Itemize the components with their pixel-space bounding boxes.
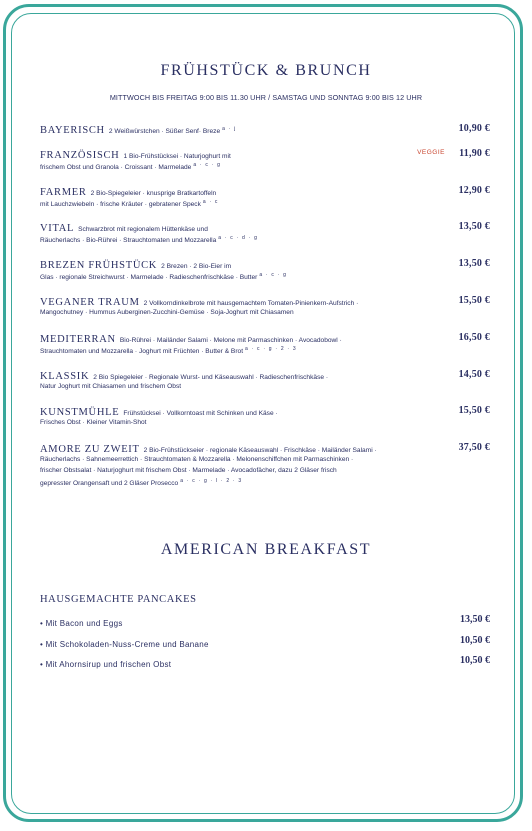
item-desc-cont: gepresster Orangensaft und 2 Gläser Prosecco [40, 480, 179, 487]
brunch-title: FRÜHSTÜCK & BRUNCH [160, 62, 372, 79]
item-name: KUNSTMÜHLE [40, 407, 120, 418]
pancake-price: 13,50 € [460, 614, 490, 625]
allergen-codes: a · c · g [193, 162, 222, 168]
allergen-codes: a · c · g · 2 · 3 [245, 346, 297, 352]
item-price: 15,50 € [458, 295, 490, 306]
pancake-price: 10,50 € [460, 635, 490, 646]
item-desc: 2 Vollkorndinkelbrote mit hausgemachtem Tomaten-Pinienkern-Aufstrich · [143, 300, 359, 307]
item-name: BAYERISCH [40, 125, 105, 136]
item-desc-cont: Natur Joghurt mit Chiasamen und frischem Obst [40, 383, 182, 390]
item-price: 16,50 € [458, 332, 490, 343]
item-desc-cont: frischem Obst und Granola · Croissant · Marmelade [40, 164, 192, 171]
item-price: 10,90 € [458, 123, 490, 134]
item-desc-cont: frischer Obstsalat · Naturjoghurt mit frischem Obst · Marmelade · Avocadofächer, dazu 2 Gläser frisch [40, 467, 337, 474]
item-desc: 1 Bio-Frühstücksei · Naturjoghurt mit [123, 153, 231, 160]
item-desc: 2 Brezen · 2 Bio-Eier im [161, 263, 232, 270]
menu-item-brezen-fruehstueck [40, 258, 490, 283]
item-desc: 2 Weißwürstchen · Süßer Senf· Breze [108, 128, 221, 135]
item-desc: Frühstücksei · Vollkorntoast mit Schinken und Käse · [123, 410, 278, 417]
item-name: VEGANER TRAUM [40, 297, 140, 308]
item-name: KLASSIK [40, 371, 90, 382]
item-name: VITAL [40, 223, 75, 234]
pancake-item [40, 613, 490, 627]
item-desc: Bio-Rührei · Mailänder Salami · Melone mit Parmaschinken · Avocadobowl · [119, 337, 342, 344]
menu-item-veganer-traum [40, 295, 490, 318]
menu-item-franzoesisch [40, 148, 490, 173]
item-name: FRANZÖSISCH [40, 150, 120, 161]
item-desc: 2 Bio-Spiegeleier · knusprige Bratkartoffeln [90, 190, 217, 197]
allergen-codes: a · c [202, 199, 219, 205]
item-desc-cont: Strauchtomaten und Mozzarella · Joghurt mit Früchten · Butter & Brot [40, 348, 244, 355]
item-desc: 2 Bio-Frühstückseier · regionale Käseauswahl · Frischkäse · Mailänder Salami · [143, 447, 377, 454]
pancake-item [40, 654, 490, 668]
item-desc: 2 Bio Spiegeleier · Regionale Wurst- und Käseauswahl · Radieschenfrischkäse · [93, 374, 329, 381]
menu-item-bayerisch [40, 123, 490, 135]
american-title: AMERICAN BREAKFAST [160, 541, 372, 558]
menu-item-kunstmuehle [40, 405, 490, 428]
allergen-codes: a · c · d · g [218, 235, 259, 241]
item-desc: Schwarzbrot mit regionalem Hüttenkäse und [78, 226, 208, 233]
menu-item-vital [40, 221, 490, 246]
item-name: AMORE ZU ZWEIT [40, 444, 140, 455]
pancake-label: • Mit Ahornsirup und frischen Obst [40, 660, 172, 669]
item-price: 13,50 € [458, 258, 490, 269]
pancakes-subtitle: HAUSGEMACHTE PANCAKES [40, 594, 197, 605]
item-desc-cont: Frisches Obst · Kleiner Vitamin-Shot [40, 419, 147, 426]
menu-item-farmer [40, 185, 490, 210]
item-name: MEDITERRAN [40, 334, 116, 345]
menu-item-mediterran [40, 332, 490, 357]
pancake-item [40, 634, 490, 648]
allergen-codes: a · c · g [259, 272, 288, 278]
pancake-label: • Mit Schokoladen-Nuss-Creme und Banane [40, 640, 209, 649]
menu-item-amore-zu-zweit [40, 442, 490, 489]
item-name: BREZEN FRÜHSTÜCK [40, 260, 158, 271]
allergen-codes: a · c · g · l · 2 · 3 [180, 478, 243, 484]
allergen-codes: a · j [222, 126, 237, 132]
item-name: FARMER [40, 187, 87, 198]
item-price: 15,50 € [458, 405, 490, 416]
pancake-price: 10,50 € [460, 655, 490, 666]
item-desc-cont: Mangochutney · Hummus Auberginen-Zucchini-Gemüse · Soja-Joghurt mit Chiasamen [40, 309, 294, 316]
item-price: 13,50 € [458, 221, 490, 232]
pancake-label: • Mit Bacon und Eggs [40, 619, 123, 628]
item-desc-cont: mit Lauchzwiebeln · frische Kräuter · gebratener Speck [40, 201, 201, 208]
item-price: 12,90 € [458, 185, 490, 196]
menu-item-klassik [40, 369, 490, 392]
item-desc-cont: Räucherlachs · Sahnemeerrettich · Strauchtomaten & Mozzarella · Melonenschiffchen mit Parmaschinken · [40, 456, 354, 463]
item-price: 11,90 € [459, 148, 490, 159]
veggie-badge: VEGGIE [417, 149, 445, 156]
item-price: 37,50 € [458, 442, 490, 453]
item-price: 14,50 € [458, 369, 490, 380]
opening-hours: MITTWOCH BIS FREITAG 9:00 BIS 11.30 UHR / SAMSTAG UND SONNTAG 9:00 BIS 12 UHR [109, 93, 423, 102]
item-desc-cont: Glas · regionale Streichwurst · Marmelade · Radieschenfrischkäse · Butter [40, 274, 258, 281]
item-desc-cont: Räucherlachs · Bio-Rührei · Strauchtomaten und Mozzarella [40, 237, 217, 244]
